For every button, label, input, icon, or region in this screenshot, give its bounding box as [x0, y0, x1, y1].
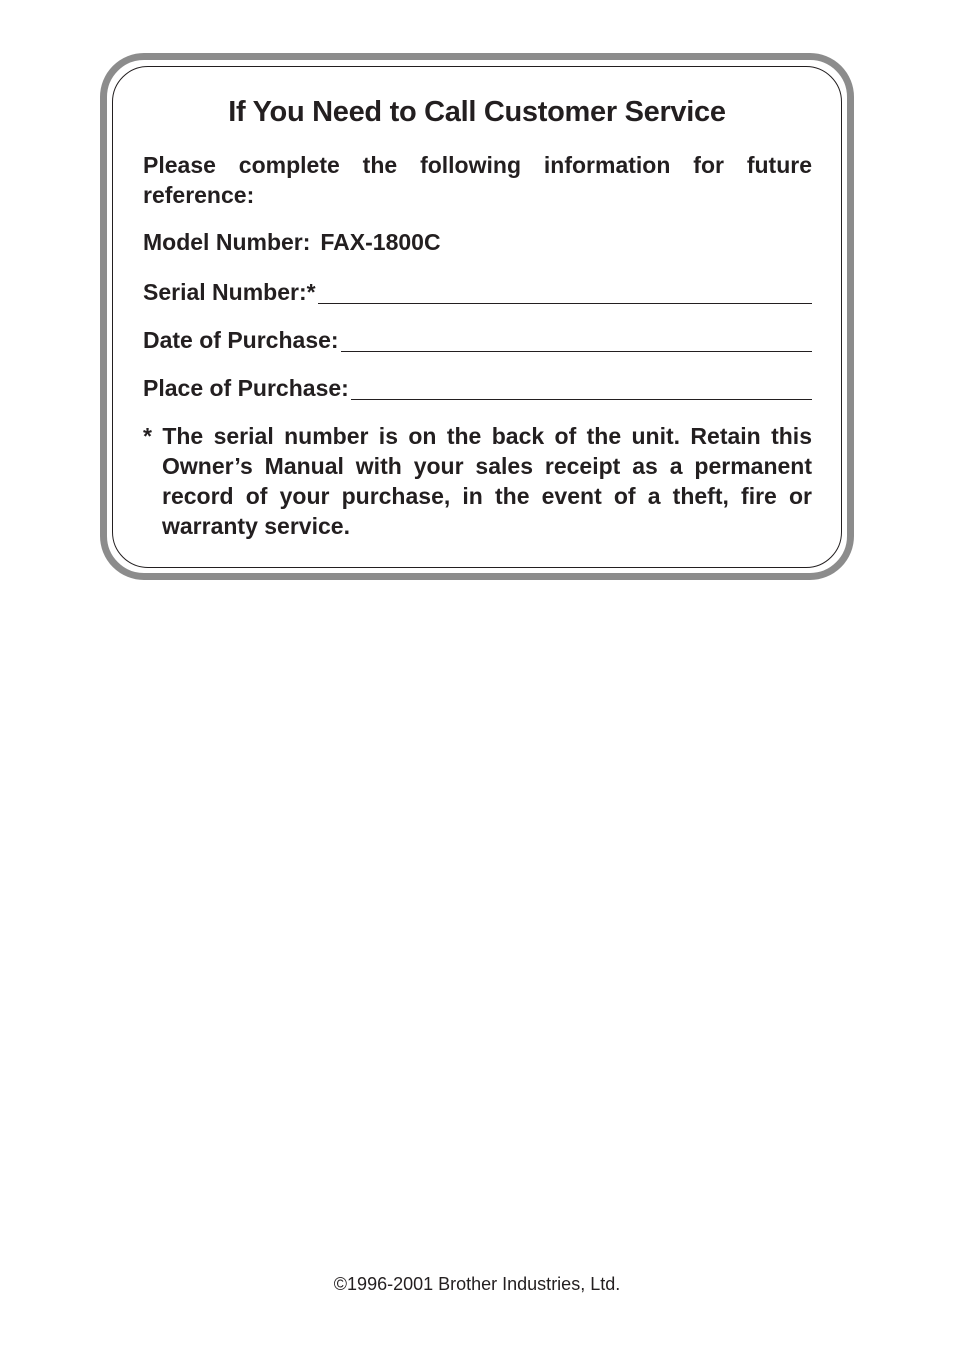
- serial-number-note: * The serial number is on the back of the unit. Retain this Owner’s Manual with your sales receipt as a permanent record of your purchase, in the event of a theft, fire or warranty service.: [143, 423, 812, 539]
- serial-number-label: Serial Number:*: [143, 279, 316, 305]
- serial-number-blank-line: [318, 279, 812, 304]
- date-of-purchase-row: [143, 325, 812, 355]
- model-number-label: Model Number:: [143, 229, 311, 255]
- copyright-notice: ©1996-2001 Brother Industries, Ltd.: [333, 1274, 621, 1294]
- place-of-purchase-row: [143, 373, 812, 403]
- model-number-value: FAX-1800C: [320, 229, 441, 255]
- date-of-purchase-label: Date of Purchase:: [143, 327, 339, 353]
- serial-number-row: [143, 277, 812, 307]
- place-of-purchase-label: Place of Purchase:: [143, 375, 349, 401]
- card-title: If You Need to Call Customer Service: [228, 96, 726, 128]
- model-number-row: [143, 227, 812, 257]
- date-of-purchase-blank-line: [341, 327, 812, 352]
- place-of-purchase-blank-line: [351, 375, 812, 400]
- card-intro-text: Please complete the following information for future reference:: [143, 152, 812, 208]
